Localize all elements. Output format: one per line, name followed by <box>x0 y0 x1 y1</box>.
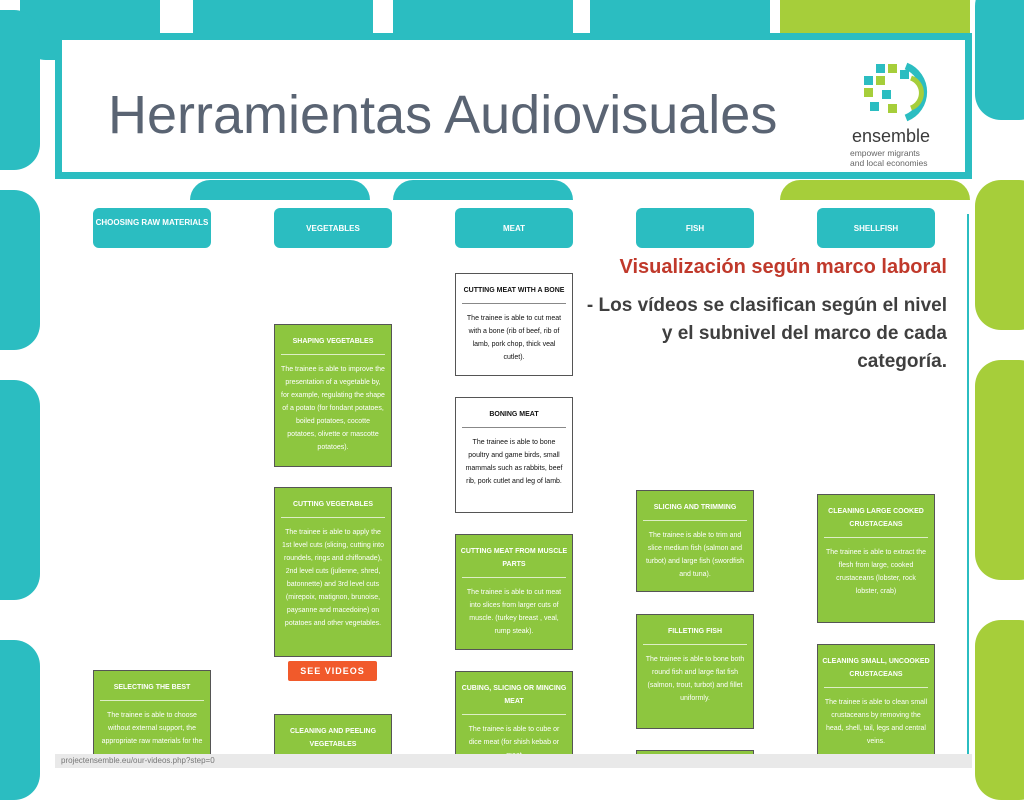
card-description: The trainee is able to cut meat into slices from larger cuts of muscle. (turkey breast , veal, rump steak). <box>462 577 566 638</box>
logo-tagline-line1: empower migrants <box>850 148 920 158</box>
card-description: The trainee is able to trim and slice medium fish (salmon and turbot) and large fish (swordfish and tuna). <box>643 520 747 581</box>
card-description: The trainee is able to cube or dice meat (for shish kebab or <box>462 714 566 762</box>
bg-tile <box>975 620 1024 800</box>
card-description: The trainee is able to apply the 1st level cuts (slicing, cutting into roundels, rings and chiffonade), 2nd level cuts (julienne, shred, batonnette) and 3rd level cuts (mirepoix, matignon, brunoise, paysanne and macedoine) on potatoes and other vegetables. <box>281 517 385 630</box>
bg-tile <box>975 0 1024 120</box>
card-title: CUTTING MEAT WITH A BONE <box>463 287 565 294</box>
bg-tile <box>975 180 1024 330</box>
tab-shellfish[interactable]: SHELLFISH <box>817 208 935 248</box>
card-description: The trainee is able to bone both round fish and large flat fish (salmon, trout, turbot) and fillet uniformly. <box>643 644 747 705</box>
tab-meat[interactable]: MEAT <box>455 208 573 248</box>
card-description: The trainee is able to extract the flesh from large, cooked crustaceans (lobster, rock lobster, crab) <box>824 537 928 598</box>
card-title: CUTTING MEAT FROM MUSCLE PARTS <box>460 548 568 568</box>
title-banner <box>55 33 972 179</box>
divider <box>967 214 969 764</box>
card-title: CUTTING VEGETABLES <box>293 501 373 508</box>
card-shaping-vegetables[interactable] <box>274 324 392 467</box>
ensemble-logo <box>836 60 946 172</box>
card-description: The trainee is able to cut meat with a bone (rib of beef, rib of lamb, pork chop, thick veal cutlet). <box>462 303 566 364</box>
bg-tile <box>0 190 40 350</box>
card-title: SHAPING VEGETABLES <box>292 338 374 345</box>
card-title: CUBING, SLICING OR MINCING MEAT <box>461 685 567 705</box>
card-boning-meat[interactable] <box>455 397 573 513</box>
card-title: BONING MEAT <box>489 411 539 418</box>
card-title: FILLETING FISH <box>667 628 723 635</box>
see-videos-button[interactable]: SEE VIDEOS <box>288 661 377 681</box>
card-cutting-muscle[interactable] <box>455 534 573 650</box>
card-cleaning-small-crustaceans[interactable] <box>817 644 935 760</box>
tab-choosing-raw-materials[interactable]: CHOOSING RAW MATERIALS <box>93 208 211 248</box>
browser-status-bar: projectensemble.eu/our-videos.php?step=0 <box>55 754 972 768</box>
card-description: The trainee is able to bone poultry and game birds, small mammals such as rabbits, beef rib, pork cutlet and leg of lamb. <box>462 427 566 488</box>
card-title: CLEANING SMALL, UNCOOKED CRUSTACEANS <box>822 658 930 678</box>
card-title: CLEANING AND PEELING VEGETABLES <box>289 728 377 748</box>
card-description: The trainee is able to improve the presentation of a vegetable by, for example, regulating the shape of a potato (for fondant potatoes, boiled potatoes, cocotte potatoes, olivette or mascotte potatoes). <box>281 354 385 454</box>
card-cutting-meat-bone[interactable] <box>455 273 573 376</box>
bg-tile <box>975 360 1024 580</box>
card-description: The trainee is able to choose without external support, the appropriate raw materials for the <box>100 700 204 748</box>
framework-description: - Los vídeos se clasifican según el nivel y el subnivel del marco de cada categoría. <box>586 295 947 372</box>
logo-tagline-line2: and local economies <box>850 158 928 168</box>
video-framework-screenshot <box>55 200 972 768</box>
tab-fish[interactable]: FISH <box>636 208 754 248</box>
card-title: CLEANING LARGE COOKED CRUSTACEANS <box>828 508 924 528</box>
card-cutting-vegetables[interactable] <box>274 487 392 657</box>
logo-mark-icon <box>836 60 946 126</box>
card-title: SLICING AND TRIMMING <box>653 504 737 511</box>
tab-vegetables[interactable]: VEGETABLES <box>274 208 392 248</box>
framework-heading: Visualización según marco laboral <box>619 256 947 278</box>
card-filleting-fish[interactable] <box>636 614 754 729</box>
slide-title: Herramientas Audiovisuales <box>108 85 778 145</box>
bg-tile <box>0 380 40 600</box>
card-description: The trainee is able to clean small crustaceans by removing the head, shell, tail, legs and central veins. <box>824 687 928 748</box>
bg-tile <box>0 640 40 800</box>
logo-wordmark: ensemble <box>851 126 931 146</box>
card-title: SELECTING THE BEST <box>113 684 191 691</box>
logo-tagline <box>850 148 928 168</box>
card-slicing-trimming[interactable] <box>636 490 754 592</box>
card-cleaning-large-crustaceans[interactable] <box>817 494 935 623</box>
bg-tile <box>0 10 40 170</box>
